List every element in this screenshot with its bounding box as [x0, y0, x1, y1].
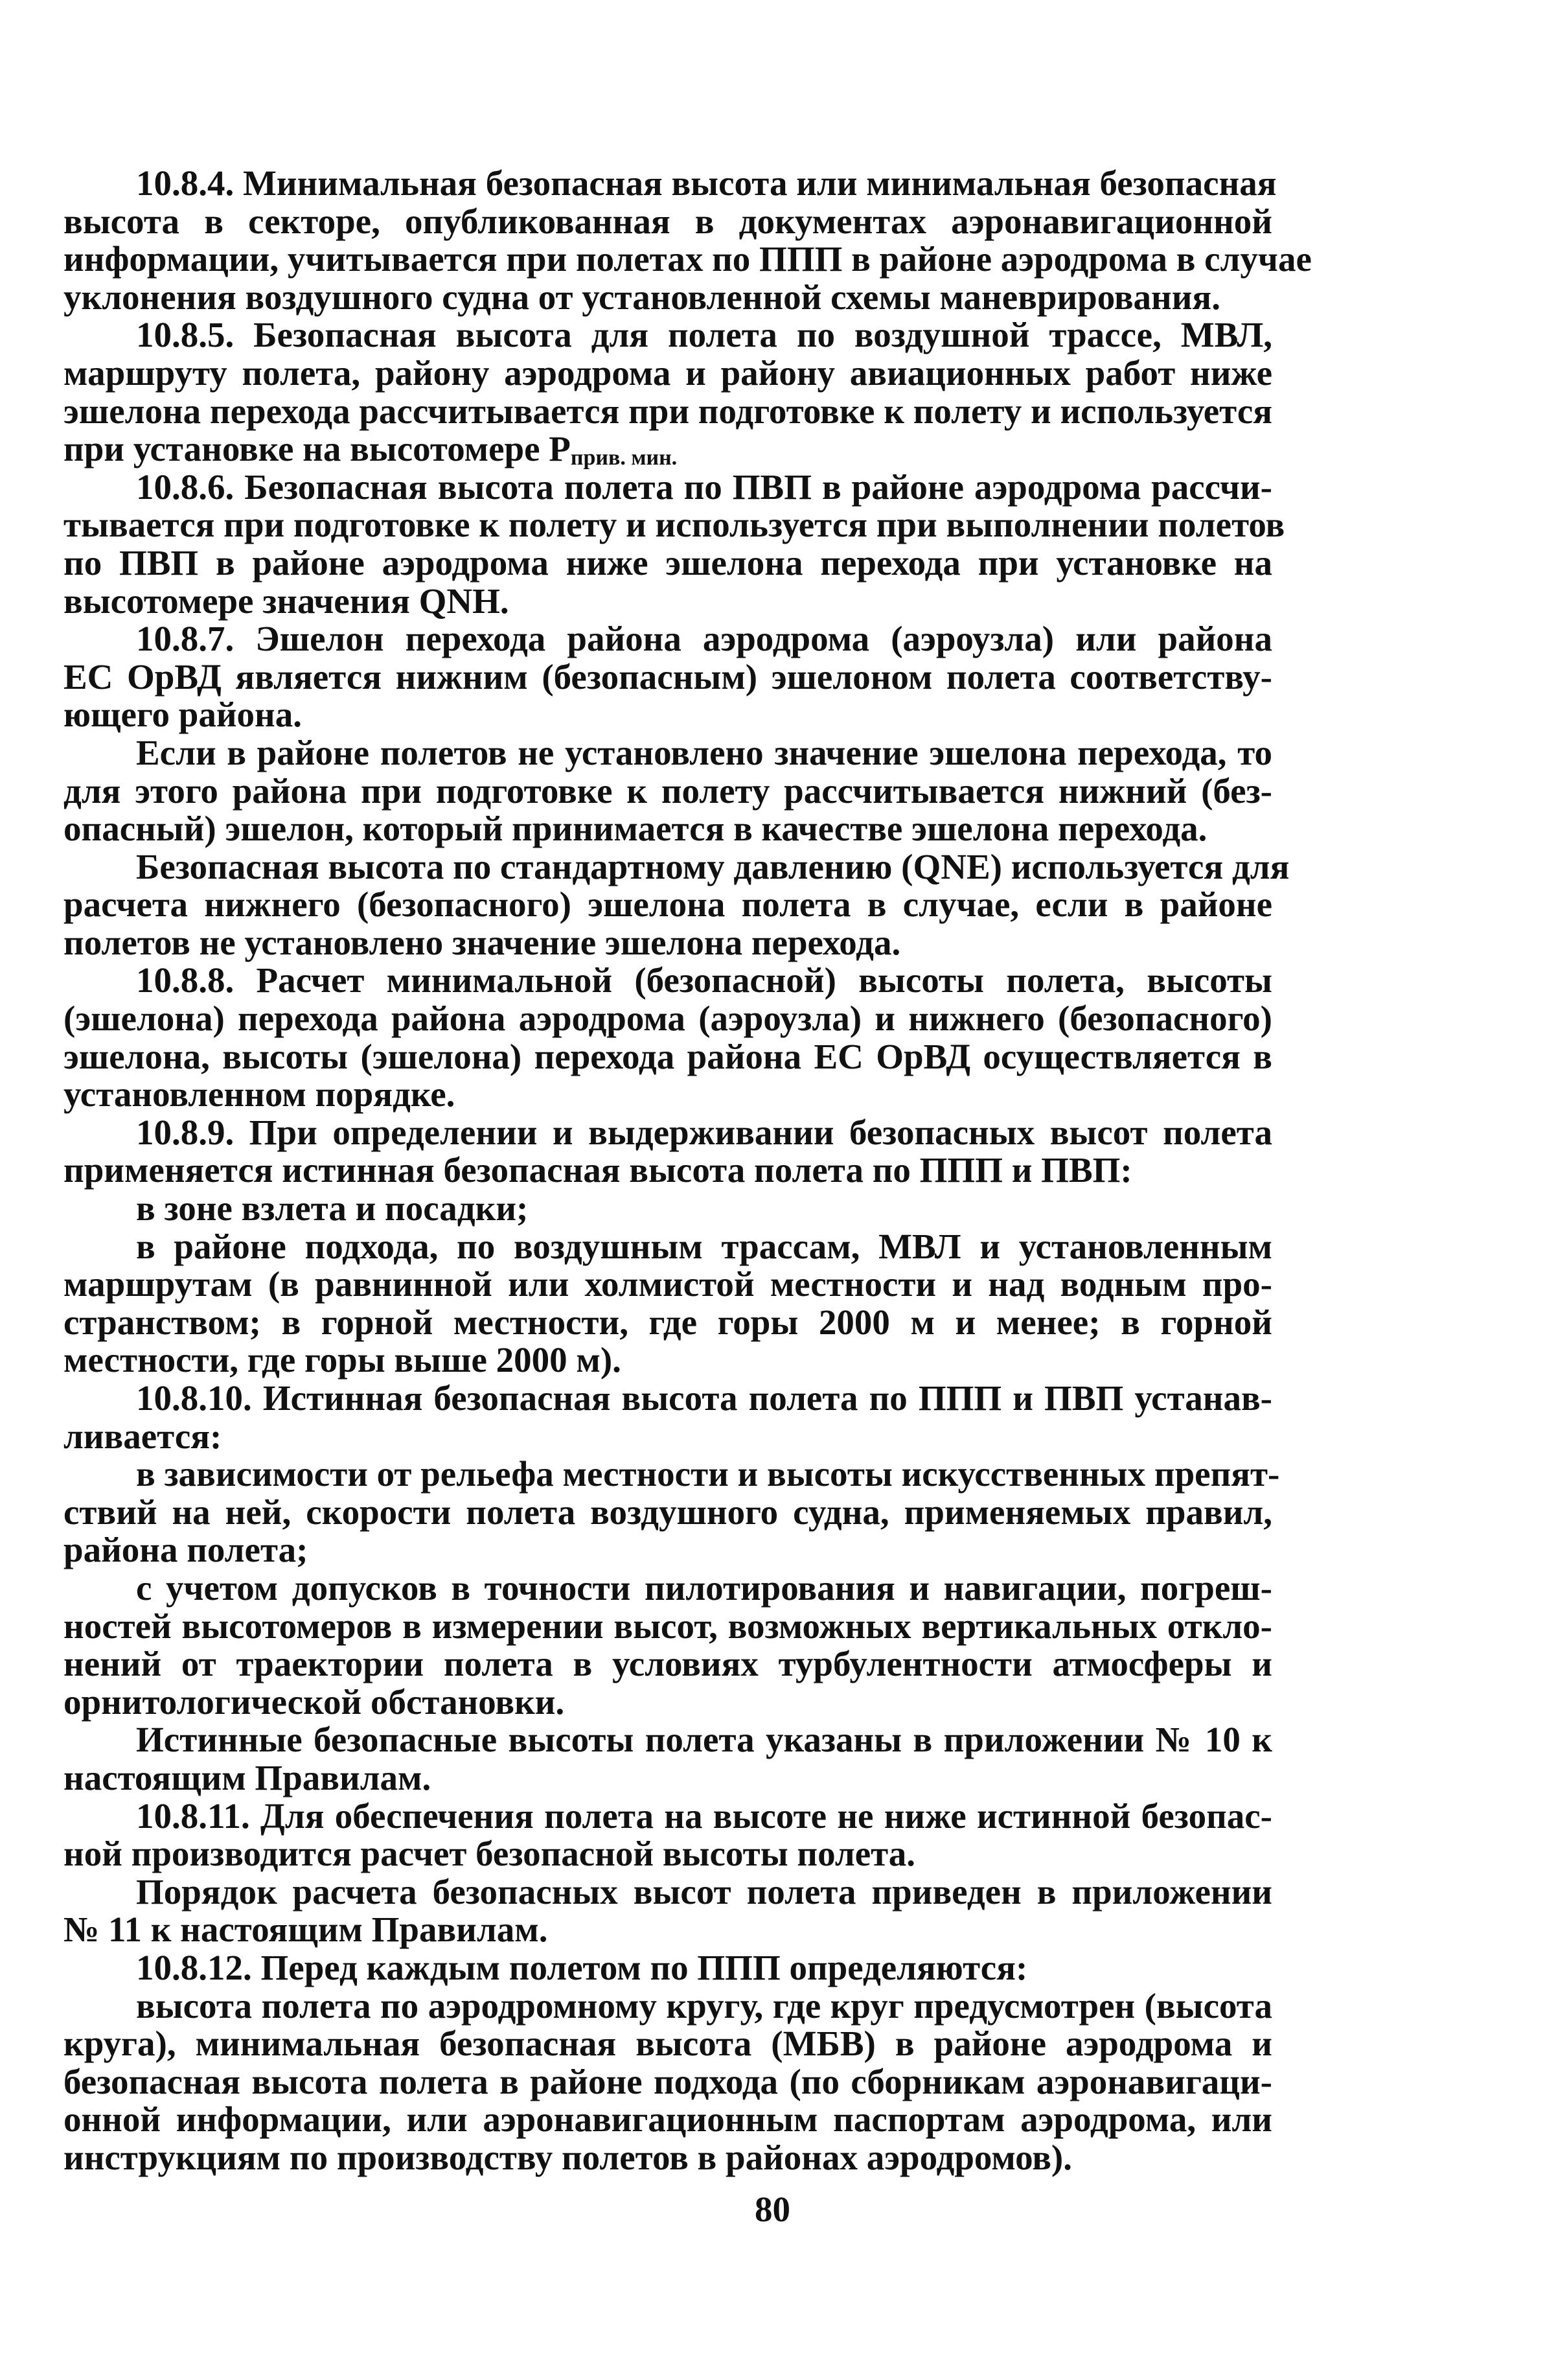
text-line: 10.8.6. Безопасная высота полета по ПВП в районе аэродрома рассчи- [136, 467, 1272, 507]
text-line: тывается при подготовке к полету и используется при выполнении полетов [63, 505, 1285, 545]
text-line: в зависимости от рельефа местности и высоты искусственных препят- [136, 1454, 1280, 1494]
text-line: эшелона перехода рассчитывается при подготовке к полету и используется [63, 391, 1272, 431]
text-line: Порядок расчета безопасных высот полета приведен в приложении [136, 1871, 1272, 1912]
text-line: высота в секторе, опубликованная в документах аэронавигационной [63, 201, 1272, 241]
text-line-main: при установке на высотомере Р [63, 429, 571, 469]
text-line: странством; в горной местности, где горы 2000 м и менее; в горной [63, 1302, 1272, 1342]
text-line: с учетом допусков в точности пилотирования и навигации, погреш- [136, 1567, 1272, 1608]
text-line [63, 430, 1272, 468]
text-line: 10.8.5. Безопасная высота для полета по воздушной трассе, МВЛ, [136, 315, 1272, 355]
page-number: 80 [755, 2189, 790, 2229]
text-line: по ПВП в районе аэродрома ниже эшелона перехода при установке на [63, 542, 1272, 583]
text-line: ЕС ОрВД является нижним (безопасным) эшелоном полета соответству- [63, 656, 1272, 697]
text-line: круга), минимальная безопасная высота (МБВ) в районе аэродрома и [63, 2024, 1272, 2064]
text-line: нений от траектории полета в условиях турбулентности атмосферы и [63, 1644, 1272, 1684]
paragraph [63, 1380, 1272, 1455]
text-line: онной информации, или аэронавигационным паспортам аэродрома, или [63, 2099, 1272, 2140]
text-line: 10.8.9. При определении и выдерживании безопасных высот полета [136, 1112, 1272, 1152]
text-line: безопасная высота полета в районе подхода (по сборникам аэронавигаци- [63, 2061, 1272, 2101]
text-line: высота полета по аэродромному кругу, где круг предусмотрен (высота [136, 1985, 1272, 2026]
text-line: ностей высотомеров в измерении высот, возможных вертикальных откло- [63, 1606, 1272, 1646]
document-body [63, 163, 1312, 2177]
paragraph [63, 1987, 1272, 2177]
text-line: для этого района при подготовке к полету рассчитывается нижний (без- [63, 770, 1272, 811]
paragraph [63, 1569, 1272, 1721]
paragraph [63, 846, 1290, 962]
text-line: расчета нижнего (безопасного) эшелона полета в случае, если в районе [63, 884, 1272, 925]
text-line: в районе подхода, по воздушным трассам, МВЛ и установленным [136, 1226, 1272, 1266]
paragraph [63, 734, 1272, 848]
paragraph [63, 1114, 1272, 1190]
subscript: прив. мин. [570, 446, 678, 470]
text-line: местности, где горы выше 2000 м). [63, 1340, 621, 1380]
text-line: маршрутам (в равнинной или холмистой местности и над водным про- [63, 1264, 1272, 1304]
paragraph [63, 620, 1272, 734]
paragraph [63, 1949, 1272, 1987]
text-line: 10.8.4. Минимальная безопасная высота или минимальная безопасная [136, 163, 1277, 203]
paragraph [63, 1721, 1272, 1797]
text-line: ной производится расчет безопасной высоты полета. [63, 1834, 916, 1874]
text-line: применяется истинная безопасная высота полета по ППП и ПВП: [63, 1150, 1132, 1190]
paragraph [63, 467, 1285, 621]
text-line: 10.8.11. Для обеспечения полета на высоте не ниже истинной безопас- [136, 1796, 1272, 1836]
text-line: (эшелона) перехода района аэродрома (аэроузла) и нижнего (безопасного) [63, 999, 1272, 1039]
text-line: информации, учитывается при полетах по ППП в районе аэродрома в случае [63, 239, 1312, 279]
text-line: орнитологической обстановки. [63, 1681, 565, 1722]
text-line: в зоне взлета и посадки; [136, 1188, 529, 1229]
paragraph [63, 1873, 1272, 1949]
paragraph [63, 1797, 1272, 1873]
text-line: ливается: [63, 1416, 222, 1456]
text-line: эшелона, высоты (эшелона) перехода района ЕС ОрВД осуществляется в [63, 1036, 1272, 1076]
text-line: ющего района. [63, 695, 302, 735]
text-line: высотомере значения QNH. [63, 581, 509, 621]
text-line: настоящим Правилам. [63, 1757, 431, 1797]
text-line: 10.8.8. Расчет минимальной (безопасной) высоты полета, высоты [136, 960, 1272, 1000]
text-line: Если в районе полетов не установлено значение эшелона перехода, то [136, 732, 1272, 772]
paragraph [63, 1190, 1272, 1228]
text-line: полетов не установлено значение эшелона перехода. [63, 922, 901, 962]
paragraph [63, 1228, 1272, 1380]
text-line: Безопасная высота по стандартному давлению (QNE) используется для [136, 846, 1290, 886]
text-line: ствий на ней, скорости полета воздушного судна, применяемых правил, [63, 1492, 1272, 1532]
paragraph [63, 163, 1312, 317]
text-line: инструкциям по производству полетов в районах аэродромов). [63, 2137, 1072, 2177]
text-line: установленном порядке. [63, 1074, 455, 1115]
text-line: 10.8.7. Эшелон перехода района аэродрома (аэроузла) или района [136, 619, 1272, 659]
text-line: опасный) эшелон, который принимается в качестве эшелона перехода. [63, 809, 1207, 849]
text-line: Истинные безопасные высоты полета указаны в приложении № 10 к [136, 1720, 1272, 1760]
text-line: района полета; [63, 1530, 308, 1570]
text-line: 10.8.10. Истинная безопасная высота полета по ППП и ПВП устанав- [136, 1378, 1272, 1418]
paragraph [63, 962, 1272, 1113]
text-line: уклонения воздушного судна от установленной схемы маневрирования. [63, 277, 1220, 317]
paragraph [63, 1454, 1280, 1570]
text-line: № 11 к настоящим Правилам. [63, 1910, 548, 1950]
text-line: 10.8.12. Перед каждым полетом по ППП определяются: [136, 1947, 1028, 1987]
paragraph [63, 316, 1272, 468]
text-line: маршруту полета, району аэродрома и району авиационных работ ниже [63, 352, 1272, 393]
